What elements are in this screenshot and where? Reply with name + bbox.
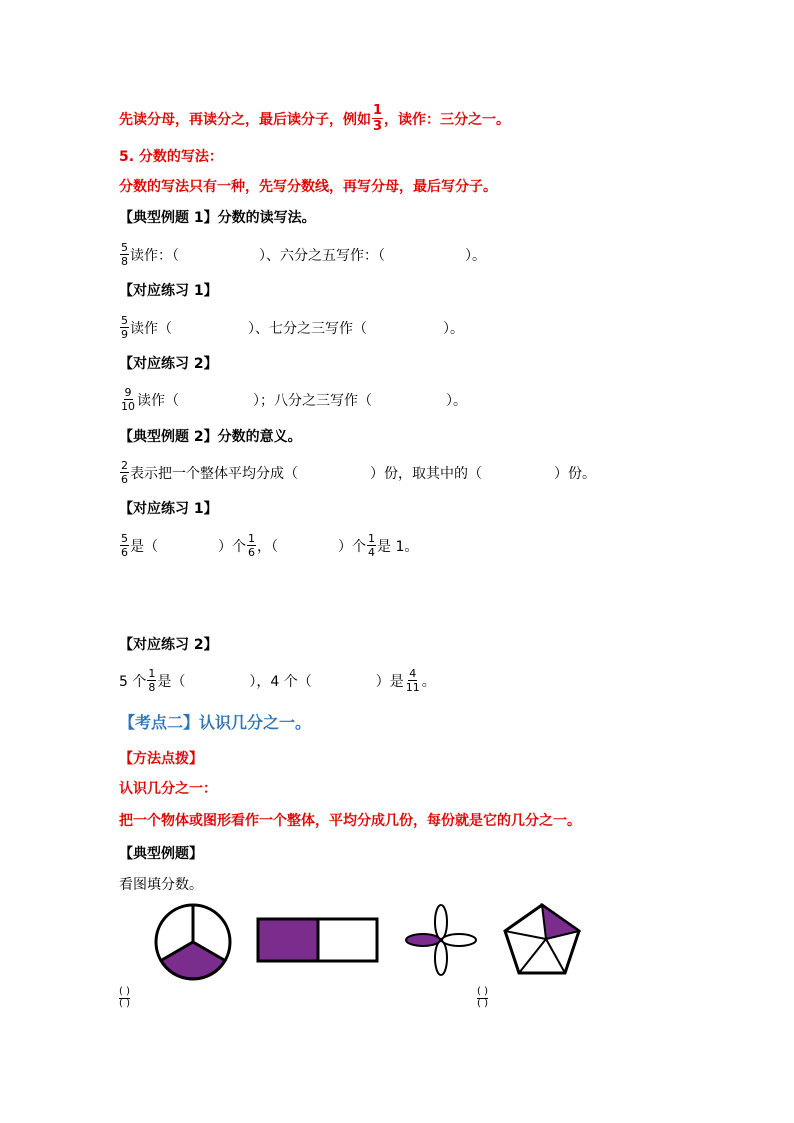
fraction-1-6: $\frac{1}{6}$ <box>248 532 255 559</box>
petal-right <box>442 934 476 946</box>
practice-2-title: 【对应练习 2】 <box>119 356 218 372</box>
fraction-2-6: $\frac{2}{6}$ <box>121 459 128 486</box>
example-2-title: 【典型例题 2】分数的意义。 <box>119 429 302 445</box>
practice-1-title: 【对应练习 1】 <box>119 283 218 299</box>
four-petal-flower-figure <box>403 902 479 978</box>
writing-rule-line: 分数的写法只有一种，先写分数线，再写分母，最后写分子。 <box>119 179 497 195</box>
unit-fraction-rule: 把一个物体或图形看作一个整体，平均分成几份，每份就是它的几分之一。 <box>119 813 581 829</box>
fraction-5-8: $\frac{5}{8}$ <box>121 241 128 268</box>
rectangle-empty-half <box>318 919 377 961</box>
reading-rule-text-end: ，读作：三分之一。 <box>384 111 511 128</box>
example-fraction: $\frac{1}{3}$ <box>373 103 383 134</box>
rectangle-halves-figure <box>256 917 380 963</box>
answer-fraction-1[interactable]: ( ) ( ) <box>119 986 130 1009</box>
fraction-1-4: $\frac{1}{4}$ <box>368 532 375 559</box>
know-title: 认识几分之一： <box>119 781 217 797</box>
rectangle-shaded-half <box>258 919 318 961</box>
example-3-question: 看图填分数。 <box>119 877 203 893</box>
practice-4-title: 【对应练习 2】 <box>119 637 218 653</box>
reading-rule-line <box>119 104 510 133</box>
example-1-title: 【典型例题 1】分数的读写法。 <box>119 210 316 226</box>
method-title: 【方法点拨】 <box>119 751 203 767</box>
pentagon-figure <box>502 902 582 976</box>
section-5-title: 5. 分数的写法： <box>119 149 223 165</box>
practice-3-question: $\frac{5}{6}$ 是（ ）个 $\frac{1}{6}$ ，（ ）个 $\frac{1}{4}$ 是 1。 <box>121 532 419 559</box>
practice-2-question: $\frac{9}{10}$ 读作（ ）；八分之三写作（ ）。 <box>121 386 467 413</box>
practice-1-question: $\frac{5}{9}$ 读作（ ）、七分之三写作（ ）。 <box>121 314 464 341</box>
key-point-2-title: 【考点二】认识几分之一。 <box>119 713 312 732</box>
example-3-title: 【典型例题】 <box>119 846 203 862</box>
petal-top <box>435 905 447 939</box>
fraction-1-8: $\frac{1}{8}$ <box>148 667 156 694</box>
answer-fraction-2[interactable]: ( ) ( ) <box>477 986 488 1009</box>
fraction-5-9: $\frac{5}{9}$ <box>121 314 128 341</box>
fraction-5-6: $\frac{5}{6}$ <box>121 532 128 559</box>
example-2-question: $\frac{2}{6}$ 表示把一个整体平均分成（ ）份，取其中的（ ）份。 <box>121 459 596 486</box>
reading-rule-text: 先读分母，再读分之，最后读分子，例如 <box>119 111 371 128</box>
fraction-4-11: $\frac{4}{11}$ <box>405 667 420 694</box>
circle-thirds-figure <box>152 903 236 981</box>
example-1-question: $\frac{5}{8}$ 读作：（ ）、六分之五写作：（ ）。 <box>121 241 486 268</box>
petal-bottom <box>435 941 447 975</box>
petal-left-shaded <box>406 934 440 946</box>
practice-3-title: 【对应练习 1】 <box>119 501 218 517</box>
practice-4-question: 5 个 $\frac{1}{8}$ 是（ ），4 个（ ）是 $\frac{4}{11}$ 。 <box>119 667 436 694</box>
fraction-9-10: $\frac{9}{10}$ <box>121 386 135 413</box>
